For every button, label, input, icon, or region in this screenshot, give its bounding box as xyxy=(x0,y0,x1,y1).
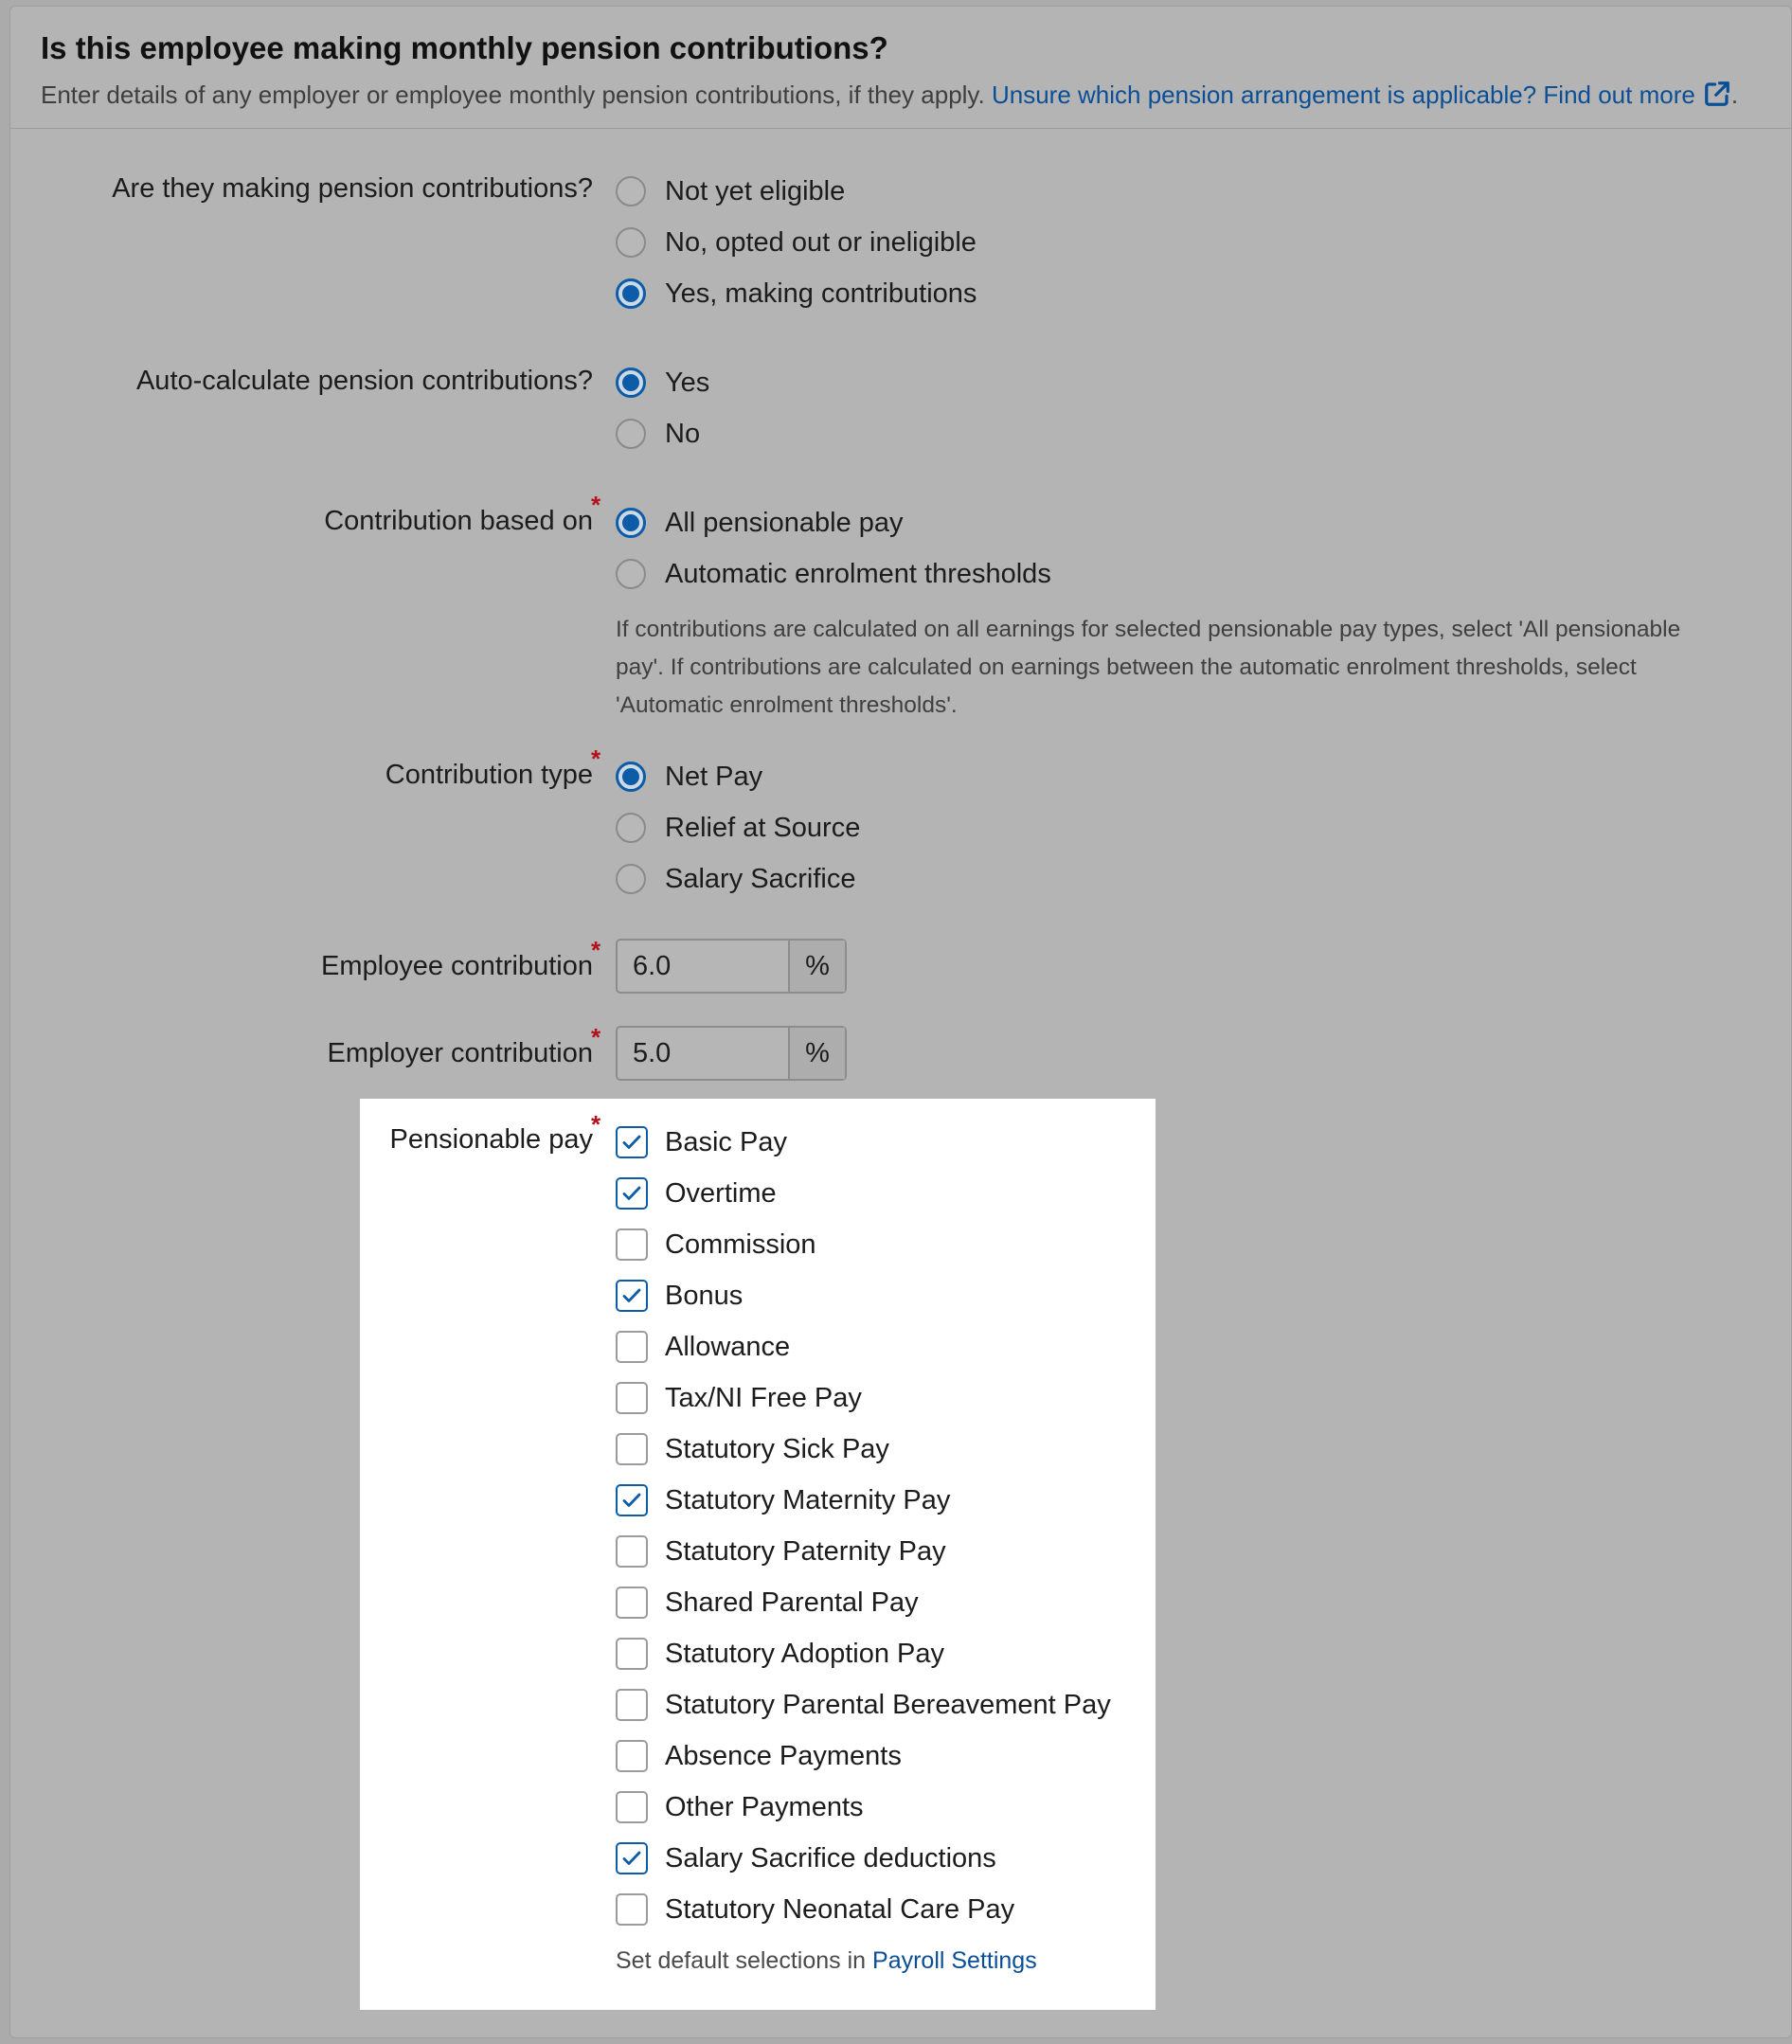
radio-circle[interactable] xyxy=(616,419,646,449)
checkbox-allowance[interactable] xyxy=(616,1328,790,1366)
checkbox-statutory-parental-bereavement-pay[interactable] xyxy=(616,1686,1111,1724)
employer-contribution-value[interactable]: 5.0 xyxy=(633,1037,672,1068)
checkbox-unchecked[interactable] xyxy=(616,1331,648,1363)
checkmark-icon xyxy=(620,1847,643,1870)
checkbox-label: Tax/NI Free Pay xyxy=(665,1382,862,1413)
checkbox-unchecked[interactable] xyxy=(616,1433,648,1465)
radio-auto-enrolment-thresholds[interactable] xyxy=(616,555,1051,593)
radio-circle-selected[interactable] xyxy=(616,762,646,792)
required-asterisk: * xyxy=(591,744,601,773)
checkmark-icon xyxy=(620,1182,643,1205)
checkbox-salary-sacrifice-deductions[interactable] xyxy=(616,1839,996,1877)
checkbox-other-payments[interactable] xyxy=(616,1788,864,1826)
external-link-icon xyxy=(1703,80,1731,108)
subtitle-period: . xyxy=(1730,81,1739,109)
checkbox-label: Statutory Adoption Pay xyxy=(665,1638,945,1669)
employer-contribution-input[interactable] xyxy=(616,1026,847,1081)
radio-circle[interactable] xyxy=(616,176,646,206)
checkbox-overtime[interactable] xyxy=(616,1174,777,1212)
checkbox-tax-ni-free-pay[interactable] xyxy=(616,1379,862,1417)
radio-not-yet-eligible[interactable] xyxy=(616,172,845,210)
checkbox-absence-payments[interactable] xyxy=(616,1737,902,1775)
radio-label: No, opted out or ineligible xyxy=(665,226,977,258)
radio-salary-sacrifice[interactable] xyxy=(616,860,855,898)
checkbox-label: Statutory Maternity Pay xyxy=(665,1484,951,1515)
checkbox-checked[interactable] xyxy=(616,1126,648,1158)
radio-label: Net Pay xyxy=(665,761,763,792)
checkbox-label: Other Payments xyxy=(665,1791,864,1822)
checkbox-unchecked[interactable] xyxy=(616,1228,648,1261)
find-out-more-link-text: Unsure which pension arrangement is applicable? Find out more xyxy=(991,81,1695,109)
radio-label: Yes xyxy=(665,367,710,398)
radio-opted-out[interactable] xyxy=(616,224,977,261)
checkbox-checked[interactable] xyxy=(616,1280,648,1312)
employee-contribution-value[interactable]: 6.0 xyxy=(633,950,672,981)
checkbox-label: Statutory Sick Pay xyxy=(665,1433,889,1464)
subtitle-text: Enter details of any employer or employee monthly pension contributions, if they apply. xyxy=(41,81,985,109)
employer-contribution-label: Employer contribution xyxy=(327,1038,593,1068)
pensionable-pay-label: Pensionable pay xyxy=(389,1124,593,1155)
employee-contribution-input[interactable] xyxy=(616,939,847,994)
checkbox-shared-parental-pay[interactable] xyxy=(616,1584,919,1622)
required-asterisk: * xyxy=(591,491,601,519)
checkbox-label: Statutory Neonatal Care Pay xyxy=(665,1893,1015,1925)
default-selections-text: Set default selections in xyxy=(616,1947,867,1974)
checkbox-statutory-sick-pay[interactable] xyxy=(616,1430,889,1468)
contribution-type-label: Contribution type xyxy=(385,760,593,790)
checkbox-label: Basic Pay xyxy=(665,1126,787,1157)
payroll-settings-link[interactable]: Payroll Settings xyxy=(872,1947,1037,1974)
radio-circle[interactable] xyxy=(616,227,646,258)
checkbox-unchecked[interactable] xyxy=(616,1638,648,1670)
radio-relief-at-source[interactable] xyxy=(616,809,860,847)
radio-circle[interactable] xyxy=(616,559,646,589)
checkbox-label: Allowance xyxy=(665,1331,791,1362)
help-line: pay'. If contributions are calculated on earnings between the automatic enrolment thresholds, select xyxy=(616,654,1637,680)
radio-label: Salary Sacrifice xyxy=(665,863,856,894)
percent-addon: % xyxy=(788,941,845,992)
radio-label: Not yet eligible xyxy=(665,175,846,206)
required-asterisk: * xyxy=(591,1023,601,1051)
radio-net-pay[interactable] xyxy=(616,758,762,796)
checkbox-label: Statutory Paternity Pay xyxy=(665,1535,946,1567)
checkbox-label: Salary Sacrifice deductions xyxy=(665,1842,996,1874)
employee-contribution-label: Employee contribution xyxy=(321,951,593,981)
checkbox-basic-pay[interactable] xyxy=(616,1123,787,1161)
checkbox-checked[interactable] xyxy=(616,1484,648,1516)
section-header xyxy=(9,6,1792,129)
checkbox-unchecked[interactable] xyxy=(616,1740,648,1772)
radio-yes-making-contributions[interactable] xyxy=(616,275,977,313)
checkbox-label: Bonus xyxy=(665,1280,744,1311)
radio-label: Automatic enrolment thresholds xyxy=(665,558,1051,589)
find-out-more-link[interactable] xyxy=(992,81,1731,109)
checkbox-checked[interactable] xyxy=(616,1177,648,1210)
checkbox-unchecked[interactable] xyxy=(616,1791,648,1823)
checkbox-bonus[interactable] xyxy=(616,1277,743,1315)
percent-addon: % xyxy=(788,1028,845,1079)
checkbox-statutory-adoption-pay[interactable] xyxy=(616,1635,944,1673)
help-line: If contributions are calculated on all earnings for selected pensionable pay types, select 'All pensionable xyxy=(616,617,1681,642)
radio-circle[interactable] xyxy=(616,813,646,843)
radio-label: Relief at Source xyxy=(665,812,861,843)
checkbox-unchecked[interactable] xyxy=(616,1689,648,1721)
default-selections-note xyxy=(616,1947,1037,1975)
checkbox-statutory-neonatal-care-pay[interactable] xyxy=(616,1891,1014,1928)
help-line: 'Automatic enrolment thresholds'. xyxy=(616,692,958,718)
radio-circle-selected[interactable] xyxy=(616,368,646,398)
making-contributions-label: Are they making pension contributions? xyxy=(112,173,593,204)
contribution-based-on-help xyxy=(616,611,1752,725)
radio-label: Yes, making contributions xyxy=(665,278,977,309)
radio-auto-yes[interactable] xyxy=(616,364,709,402)
radio-label: All pensionable pay xyxy=(665,507,904,538)
auto-calculate-label: Auto-calculate pension contributions? xyxy=(135,366,593,396)
checkbox-label: Absence Payments xyxy=(665,1740,902,1771)
checkbox-unchecked[interactable] xyxy=(616,1893,648,1926)
checkbox-label: Shared Parental Pay xyxy=(665,1587,919,1618)
checkbox-unchecked[interactable] xyxy=(616,1535,648,1568)
checkmark-icon xyxy=(620,1284,643,1307)
checkbox-checked[interactable] xyxy=(616,1842,648,1874)
radio-all-pensionable-pay[interactable] xyxy=(616,504,904,542)
required-asterisk: * xyxy=(591,1110,601,1139)
radio-circle[interactable] xyxy=(616,864,646,894)
checkmark-icon xyxy=(620,1131,643,1154)
radio-auto-no[interactable] xyxy=(616,415,700,453)
radio-circle-selected[interactable] xyxy=(616,508,646,538)
radio-label: No xyxy=(665,418,701,449)
contribution-based-on-label: Contribution based on xyxy=(324,506,593,536)
checkbox-statutory-maternity-pay[interactable] xyxy=(616,1481,950,1519)
checkbox-statutory-paternity-pay[interactable] xyxy=(616,1533,946,1570)
section-subtitle xyxy=(41,80,1738,110)
checkbox-label: Overtime xyxy=(665,1177,777,1209)
checkbox-unchecked[interactable] xyxy=(616,1382,648,1414)
section-title: Is this employee making monthly pension contributions? xyxy=(41,30,888,65)
required-asterisk: * xyxy=(591,936,601,964)
checkbox-unchecked[interactable] xyxy=(616,1587,648,1619)
checkbox-commission[interactable] xyxy=(616,1226,816,1264)
checkbox-label: Statutory Parental Bereavement Pay xyxy=(665,1689,1111,1720)
radio-circle-selected[interactable] xyxy=(616,278,646,309)
checkbox-label: Commission xyxy=(665,1228,816,1260)
checkmark-icon xyxy=(620,1489,643,1512)
